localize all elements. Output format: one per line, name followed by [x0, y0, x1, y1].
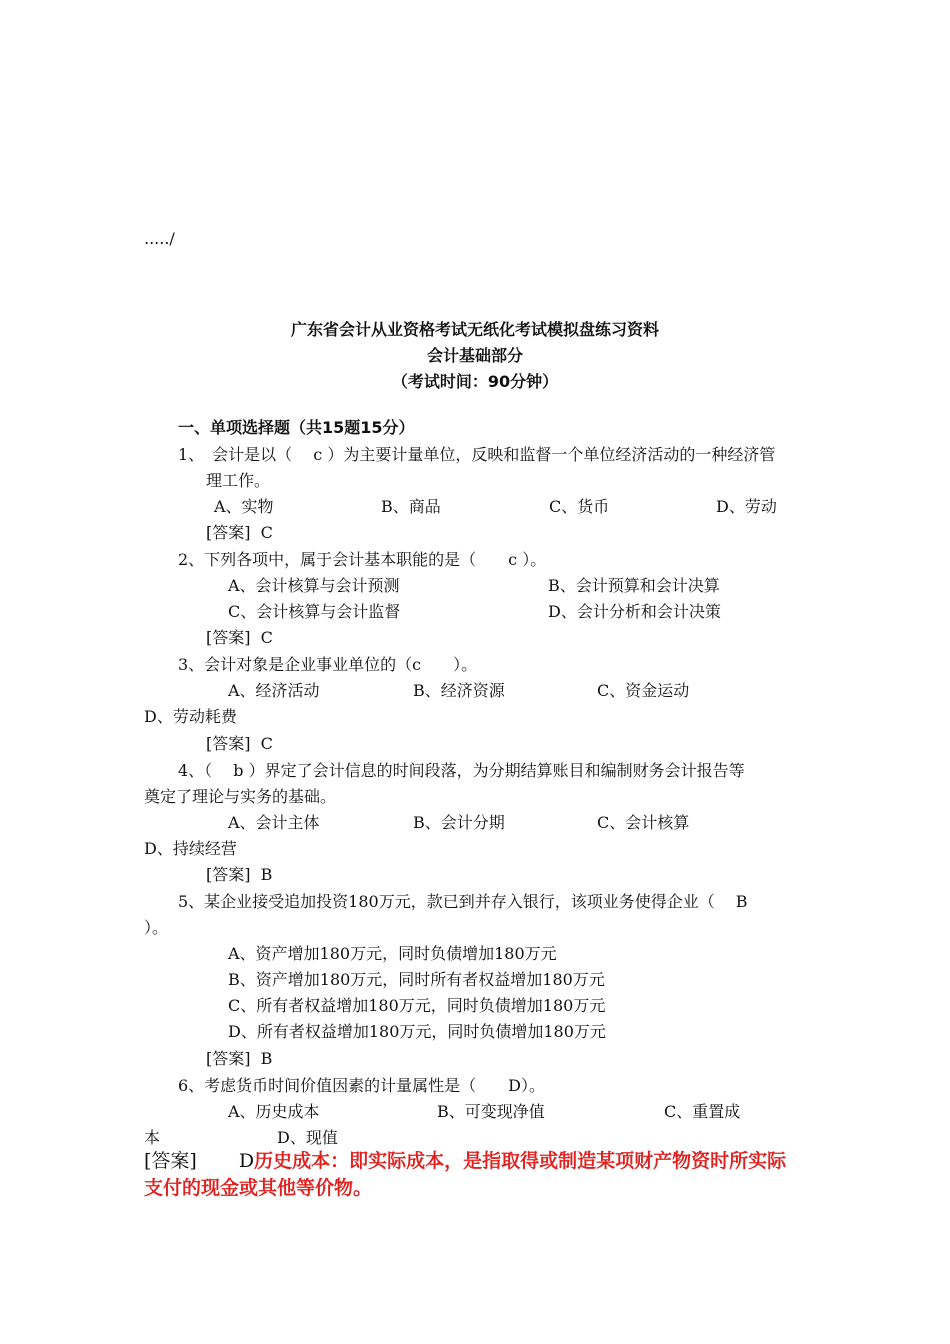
answer-value: B — [260, 1049, 273, 1068]
question-3-option-b: B、经济资源 — [413, 681, 505, 700]
exam-duration: （考试时间：90分钟） — [391, 372, 559, 391]
answer-label: [答案] — [206, 734, 251, 753]
question-2-stem: 2、下列各项中，属于会计基本职能的是（ c ）。 — [178, 550, 547, 569]
answer-label: [答案] — [206, 523, 251, 542]
question-5-option-b: B、资产增加180万元，同时所有者权益增加180万元 — [228, 970, 605, 989]
question-2-option-a: A、会计核算与会计预测 — [228, 576, 400, 595]
document-title: 广东省会计从业资格考试无纸化考试模拟盘练习资料 — [290, 320, 659, 339]
question-4-option-b: B、会计分期 — [413, 813, 505, 832]
question-4-option-c: C、会计核算 — [597, 813, 690, 832]
question-3-answer — [206, 733, 273, 755]
answer-value: D — [238, 1150, 255, 1172]
question-5-answer — [206, 1048, 272, 1070]
question-1-option-b: B、商品 — [381, 497, 441, 516]
answer-label: [答案] — [144, 1150, 197, 1172]
question-6-option-a: A、历史成本 — [228, 1102, 320, 1121]
question-2-answer — [206, 627, 273, 649]
question-5-option-a: A、资产增加180万元，同时负债增加180万元 — [228, 944, 557, 963]
question-1-option-c: C、货币 — [549, 497, 610, 516]
question-2-option-b: B、会计预算和会计决算 — [548, 576, 720, 595]
section-heading: 一、单项选择题（共15题15分） — [178, 418, 415, 437]
question-6-stem: 6、考虑货币时间价值因素的计量属性是（ D）。 — [178, 1076, 546, 1095]
question-1-option-a: A、实物 — [214, 497, 274, 516]
question-4-answer — [206, 864, 272, 886]
answer-label: [答案] — [206, 1049, 251, 1068]
answer-explanation-cont: 支付的现金或其他等价物。 — [144, 1177, 373, 1199]
question-6-answer — [144, 1150, 786, 1172]
answer-value: B — [260, 865, 273, 884]
question-5-option-c: C、所有者权益增加180万元，同时负债增加180万元 — [228, 996, 606, 1015]
question-2-option-c: C、会计核算与会计监督 — [228, 602, 401, 621]
question-2-option-d: D、会计分析和会计决策 — [548, 602, 721, 621]
question-4-stem: 4、（ b ）界定了会计信息的时间段落，为分期结算账目和编制财务会计报告等 — [178, 761, 745, 780]
document-subtitle: 会计基础部分 — [426, 346, 523, 365]
question-1-stem-cont: 理工作。 — [206, 471, 271, 490]
question-4-stem-cont: 奠定了理论与实务的基础。 — [144, 787, 337, 806]
answer-value: C — [260, 628, 273, 647]
question-3-stem: 3、会计对象是企业事业单位的（c ）。 — [178, 655, 478, 674]
question-1-stem: 1、 会计是以（ c ）为主要计量单位，反映和监督一个单位经济活动的一种经济管 — [178, 445, 776, 464]
header-mark: ...../ — [144, 229, 175, 248]
answer-label: [答案] — [206, 628, 251, 647]
question-6-option-d: D、现值 — [277, 1128, 338, 1147]
answer-label: [答案] — [206, 865, 251, 884]
question-4-option-d: D、持续经营 — [144, 839, 237, 858]
question-4-option-a: A、会计主体 — [228, 813, 320, 832]
question-5-stem-cont: ）。 — [144, 918, 169, 937]
question-1-option-d: D、劳动 — [716, 497, 777, 516]
question-5-stem: 5、某企业接受追加投资180万元，款已到并存入银行，该项业务使得企业（ B — [178, 892, 748, 911]
question-1-answer — [206, 522, 273, 544]
question-6-option-c: C、重置成 — [664, 1102, 741, 1121]
question-5-option-d: D、所有者权益增加180万元，同时负债增加180万元 — [228, 1022, 606, 1041]
question-3-option-a: A、经济活动 — [228, 681, 320, 700]
question-6-option-c-cont: 本 — [144, 1128, 161, 1147]
question-3-option-c: C、资金运动 — [597, 681, 690, 700]
question-6-option-b: B、可变现净值 — [437, 1102, 545, 1121]
answer-value: C — [260, 523, 273, 542]
question-3-option-d: D、劳动耗费 — [144, 707, 237, 726]
answer-value: C — [260, 734, 273, 753]
answer-explanation: 历史成本：即实际成本，是指取得或制造某项财产物资时所实际 — [254, 1150, 787, 1172]
